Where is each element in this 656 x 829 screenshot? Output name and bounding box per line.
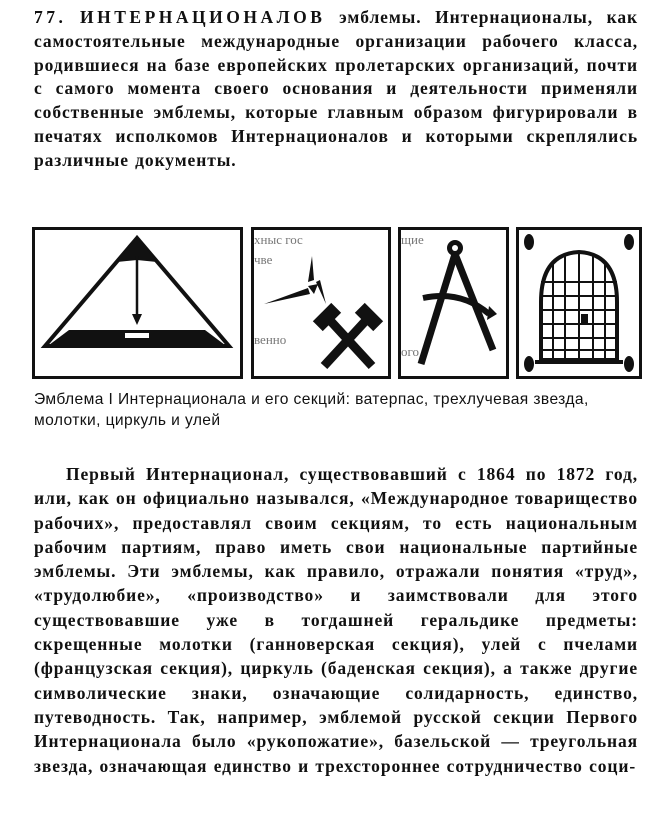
- star-hammers-emblem: [251, 227, 391, 379]
- water-level-emblem: [32, 227, 243, 379]
- svg-text:чве: чве: [254, 252, 273, 267]
- emblems-figure: [32, 227, 642, 379]
- entry-intro-paragraph: [34, 6, 638, 173]
- beehive-icon: [535, 252, 623, 362]
- entry-headword: ИНТЕРНАЦИОНАЛОВ: [80, 7, 326, 27]
- svg-text:ого: ого: [401, 344, 420, 359]
- entry-intro-text: эмблемы. Интернационалы, как самостоятельные международные организации рабочего класса, родившиеся на базе европейских пролетарских организаций, почти с самого момента своего основания и деятельности применяли собственные эмблемы, которые главным образом фигурировали в печатях исполкомов Интернационалов и которыми скреплялись различные документы.: [34, 7, 639, 170]
- svg-text:хныс гос: хныс гос: [254, 232, 303, 247]
- entry-number: 77.: [34, 7, 67, 27]
- svg-text:венно: венно: [254, 332, 287, 347]
- body-paragraph: Первый Интернационал, существовавший с 1864 по 1872 год, или, как он официально назывался, «Международное товарищество рабочих», предоставлял своим секциям, то есть национальным рабочим партиям, право иметь свои национальные партийные эмблемы. Эти эмблемы, как правило, отражали понятия «труд», «трудолюбие», «производство» и заимствовали для этого существовавшие уже в тогдашней геральдике предметы: скрещенные молотки (ганноверская секция), улей с пчелами (французская секция), циркуль (баденская секция), а также другие символические знаки, означающие солидарность, единство, путеводность. Так, например, эмблемой русской секции Первого Интернационала было «рукопожатие», базельской — треугольная звезда, означающая единство и трехстороннее сотрудничество соци-: [34, 464, 638, 776]
- three-ray-star-icon: [264, 256, 326, 304]
- compass-emblem: [398, 227, 509, 379]
- svg-text:щие: щие: [401, 232, 424, 247]
- beehive-emblem: [516, 227, 642, 379]
- compass-icon: [421, 240, 497, 364]
- crossed-hammers-icon: [313, 303, 383, 366]
- figure-caption: Эмблема I Интернационала и его секций: ватерпас, трехлучевая звезда, молотки, циркуль и улей: [34, 391, 589, 429]
- water-level-icon: [35, 230, 240, 376]
